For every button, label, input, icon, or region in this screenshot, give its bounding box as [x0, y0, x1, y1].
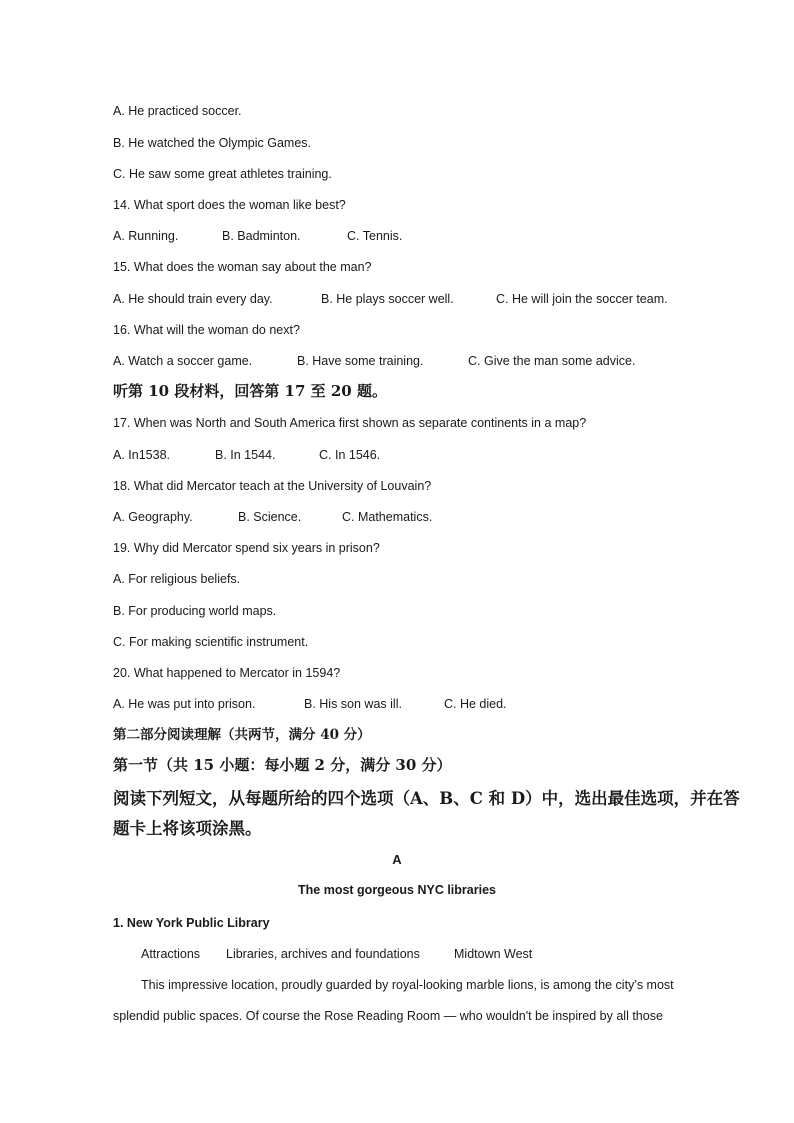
passage-letter: A: [392, 852, 402, 867]
q13-option-b: B. He watched the Olympic Games.: [113, 136, 311, 150]
q14-option-c: C. Tennis.: [347, 229, 403, 243]
q13-option-c: C. He saw some great athletes training.: [113, 167, 332, 181]
q14-question: 14. What sport does the woman like best?: [113, 198, 346, 212]
q20-question: 20. What happened to Mercator in 1594?: [113, 666, 341, 680]
q17-option-b: B. In 1544.: [215, 448, 276, 462]
q14-option-a: A. Running.: [113, 229, 179, 243]
q20-option-b: B. His son was ill.: [304, 697, 402, 711]
q20-option-c: C. He died.: [444, 697, 507, 711]
q15-option-b: B. He plays soccer well.: [321, 292, 454, 306]
q19-option-b: B. For producing world maps.: [113, 604, 277, 618]
q16-question: 16. What will the woman do next?: [113, 323, 300, 337]
meta-category: Attractions: [141, 947, 201, 961]
meta-area: Midtown West: [454, 947, 533, 961]
q16-option-b: B. Have some training.: [297, 354, 424, 368]
instructions-line-2: 题卡上将该项涂黑。: [113, 819, 262, 838]
part-2-heading: 第二部分阅读理解（共两节，满分 40 分）: [113, 727, 371, 743]
q18-option-c: C. Mathematics.: [342, 510, 433, 524]
library-item-1-title: 1. New York Public Library: [113, 916, 270, 930]
passage-title: The most gorgeous NYC libraries: [298, 883, 496, 897]
q14-option-b: B. Badminton.: [222, 229, 301, 243]
q16-option-a: A. Watch a soccer game.: [113, 354, 253, 368]
q19-option-a: A. For religious beliefs.: [113, 572, 241, 586]
q15-option-c: C. He will join the soccer team.: [496, 292, 668, 306]
q15-option-a: A. He should train every day.: [113, 292, 273, 306]
q19-question: 19. Why did Mercator spend six years in prison?: [113, 541, 380, 555]
section-1-heading: 第一节（共 15 小题：每小题 2 分，满分 30 分）: [113, 756, 452, 774]
q17-option-a: A. In1538.: [113, 448, 170, 462]
q16-option-c: C. Give the man some advice.: [468, 354, 636, 368]
q18-option-b: B. Science.: [238, 510, 302, 524]
paragraph-line-2: splendid public spaces. Of course the Rose Reading Room — who wouldn't be inspired by all those: [113, 1009, 663, 1023]
meta-subcategory: Libraries, archives and foundations: [226, 947, 420, 961]
q18-question: 18. What did Mercator teach at the University of Louvain?: [113, 479, 432, 493]
q17-option-c: C. In 1546.: [319, 448, 381, 462]
q17-question: 17. When was North and South America first shown as separate continents in a map?: [113, 416, 587, 430]
paragraph-line-1: This impressive location, proudly guarded by royal-looking marble lions, is among the city’s most: [141, 978, 674, 992]
section-10-heading: 听第 10 段材料，回答第 17 至 20 题。: [113, 382, 387, 400]
q18-option-a: A. Geography.: [113, 510, 193, 524]
q13-option-a: A. He practiced soccer.: [113, 104, 242, 118]
q15-question: 15. What does the woman say about the man?: [113, 260, 372, 274]
q20-option-a: A. He was put into prison.: [113, 697, 256, 711]
instructions-line-1: 阅读下列短文，从每题所给的四个选项（A、B、C 和 D）中，选出最佳选项，并在答: [113, 789, 740, 808]
q19-option-c: C. For making scientific instrument.: [113, 635, 309, 649]
